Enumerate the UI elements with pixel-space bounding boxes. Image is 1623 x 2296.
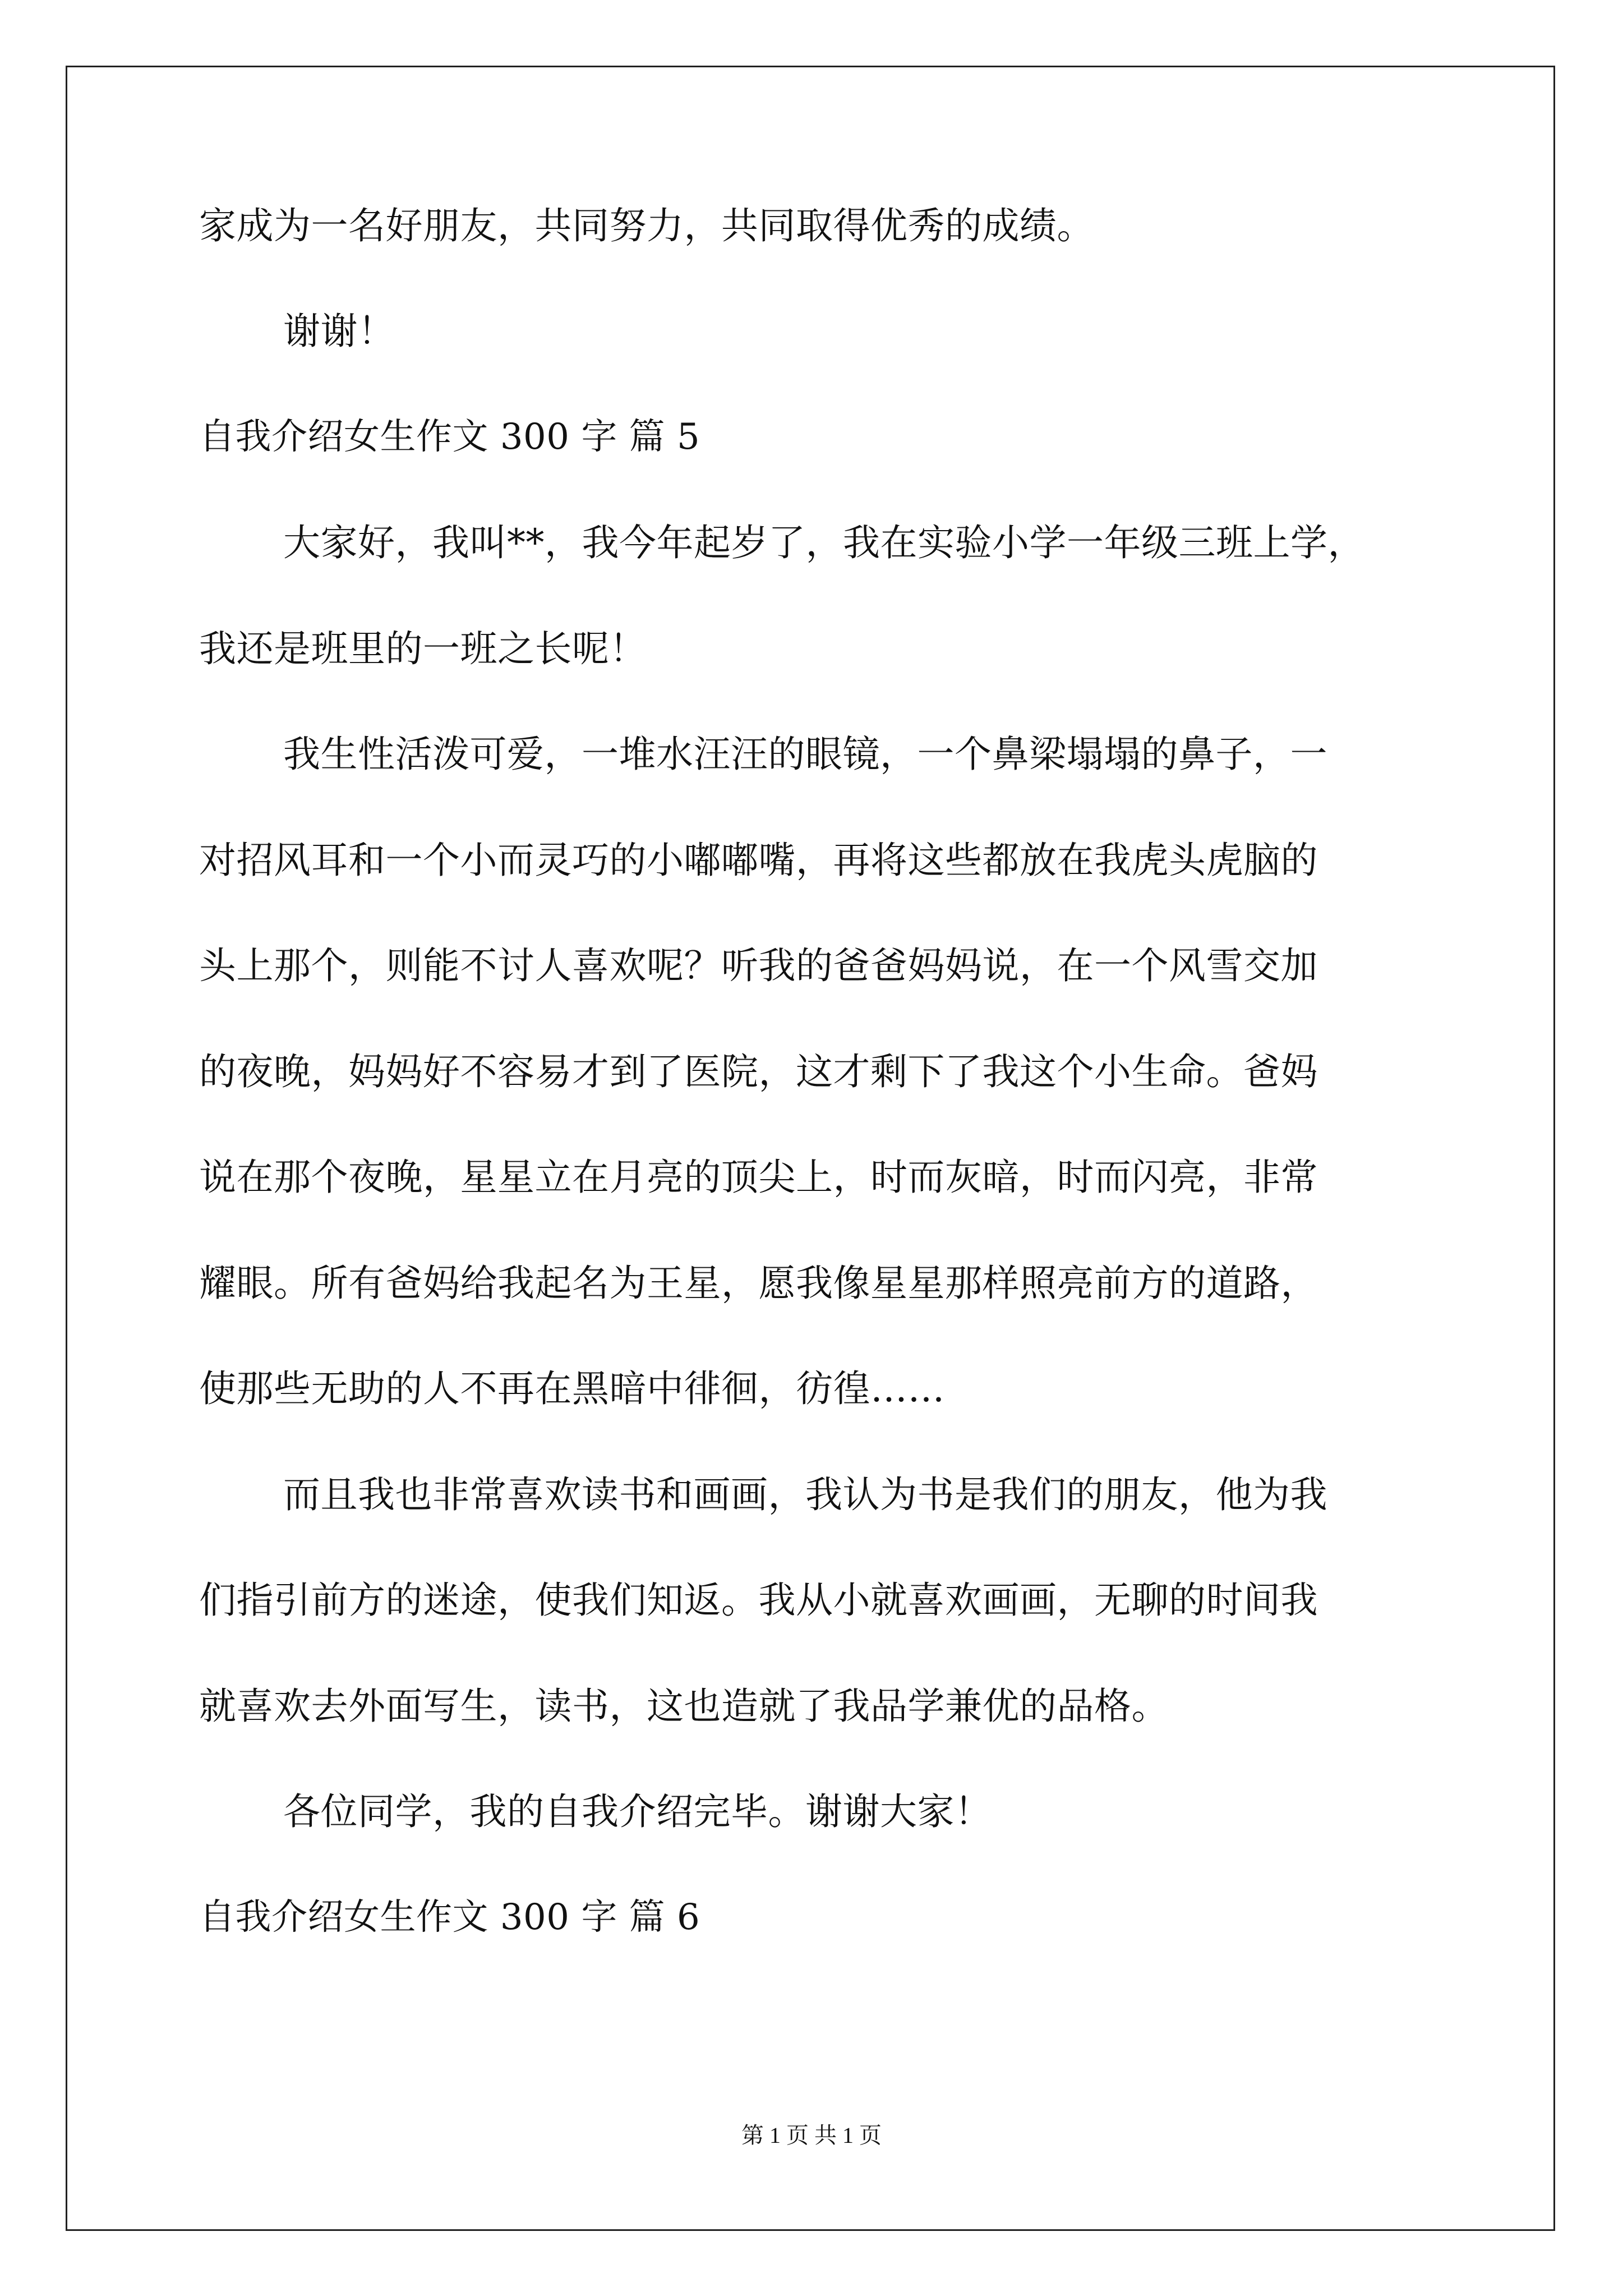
paragraph-line: 头上那个，则能不讨人喜欢呢？听我的爸爸妈妈说，在一个风雪交加: [199, 944, 1318, 987]
paragraph-line: 各位同学，我的自我介绍完毕。谢谢大家！: [283, 1790, 992, 1833]
paragraph-line: 我生性活泼可爱，一堆水汪汪的眼镜，一个鼻梁塌塌的鼻子，一: [283, 733, 1327, 776]
section-heading: 自我介绍女生作文 300 字 篇 6: [199, 1897, 700, 1938]
section-heading: 自我介绍女生作文 300 字 篇 5: [199, 416, 700, 458]
paragraph-line: 我还是班里的一班之长呢！: [199, 627, 647, 670]
paragraph-line: 对招风耳和一个小而灵巧的小嘟嘟嘴，再将这些都放在我虎头虎脑的: [199, 839, 1318, 882]
paragraph-line: 耀眼。所有爸妈给我起名为王星，愿我像星星那样照亮前方的道路，: [199, 1262, 1318, 1305]
paragraph-line: 家成为一名好朋友，共同努力，共同取得优秀的成绩。: [199, 204, 1094, 247]
paragraph-line: 说在那个夜晚，星星立在月亮的顶尖上，时而灰暗，时而闪亮，非常: [199, 1156, 1318, 1199]
paragraph-line: 使那些无助的人不再在黑暗中徘徊，彷徨……: [199, 1367, 945, 1410]
paragraph-line: 就喜欢去外面写生，读书，这也造就了我品学兼优的品格。: [199, 1685, 1169, 1728]
paragraph-line: 的夜晚，妈妈好不容易才到了医院，这才剩下了我这个小生命。爸妈: [199, 1050, 1318, 1093]
paragraph-line: 大家好，我叫**，我今年起岁了，我在实验小学一年级三班上学，: [283, 521, 1365, 564]
page-number-footer: 第 1 页 共 1 页: [741, 2123, 882, 2148]
paragraph-line: 们指引前方的迷途，使我们知返。我从小就喜欢画画，无聊的时间我: [199, 1579, 1318, 1622]
paragraph-line: 而且我也非常喜欢读书和画画，我认为书是我们的朋友，他为我: [283, 1473, 1327, 1516]
paragraph-line: 谢谢！: [283, 310, 395, 353]
